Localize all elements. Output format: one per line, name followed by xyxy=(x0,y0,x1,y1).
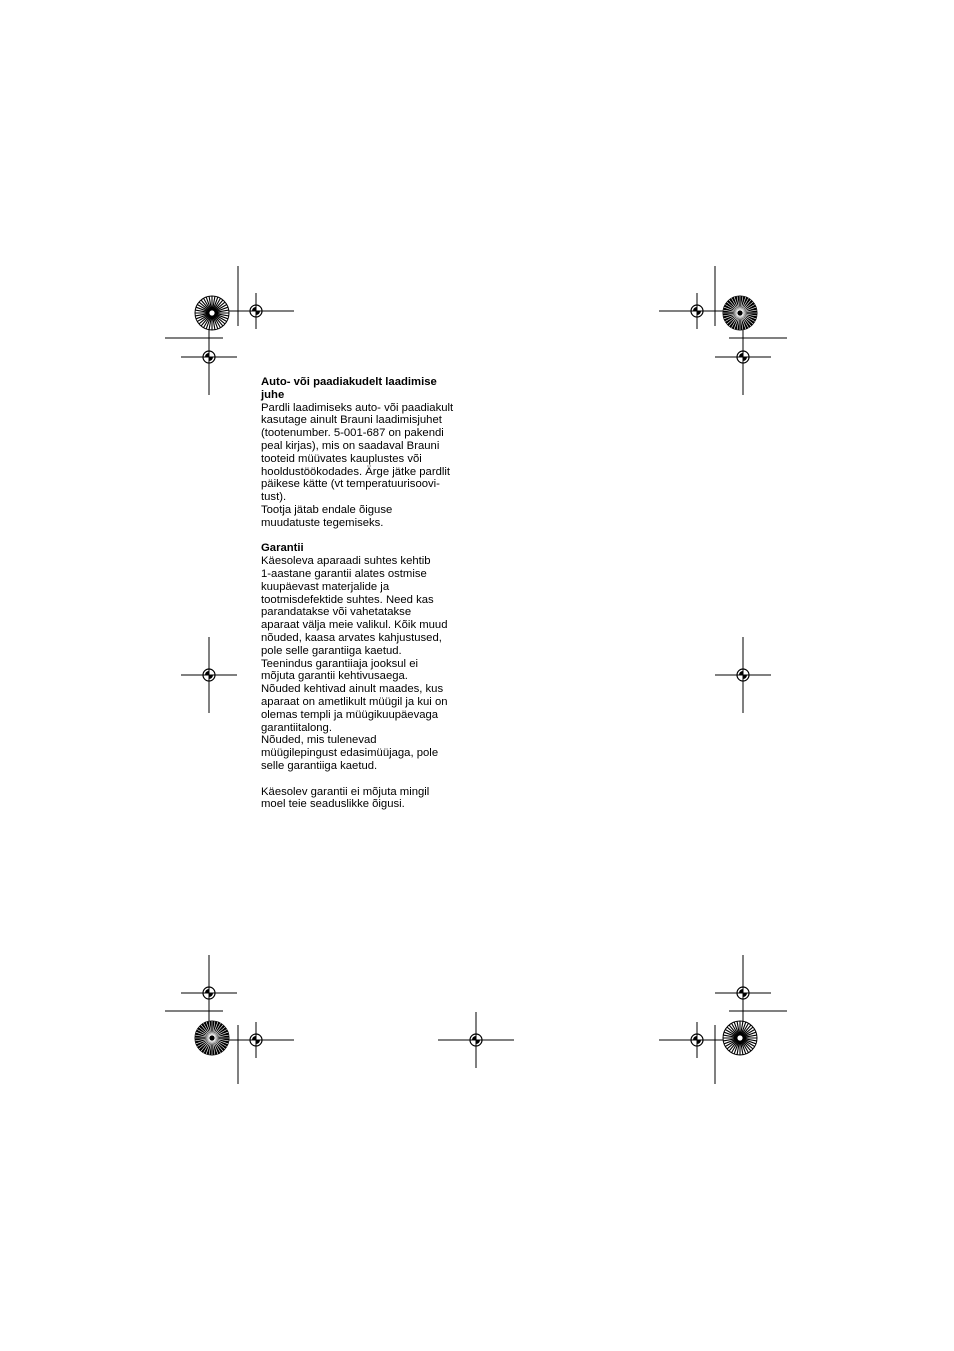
text-line: Tootja jätab endale õiguse xyxy=(261,503,393,516)
registration-crosshair-icon xyxy=(218,293,294,329)
text-line: garantiitalong. xyxy=(261,721,332,734)
text-line: parandatakse või vahetatakse xyxy=(261,606,412,619)
registration-crosshair-icon xyxy=(715,319,771,395)
starburst-wheel-icon xyxy=(723,296,757,330)
text-line: hooldustöökodades. Ärge jätke pardlit xyxy=(261,465,451,478)
text-line: peal kirjas), mis on saadaval Brauni xyxy=(261,439,440,452)
paragraph xyxy=(261,658,476,684)
text-line: tust). xyxy=(261,491,287,504)
registration-crosshair-icon xyxy=(218,1022,294,1058)
text-line: Teenindus garantiiaja jooksul ei xyxy=(261,657,419,670)
text-line: aparaat on ametlikult müügil ja kui on xyxy=(261,695,448,708)
paragraph xyxy=(261,402,476,504)
text-line: mõjuta garantii kehtivusaega. xyxy=(261,670,408,683)
text-line: kuupäevast materjalide ja xyxy=(261,580,390,593)
starburst-wheel-icon xyxy=(195,296,229,330)
starburst-wheel-icon xyxy=(723,1021,757,1055)
text-line: müügilepingust edasimüüjaga, pole xyxy=(261,747,439,760)
text-line: Käesolev garantii ei mõjuta mingil xyxy=(261,785,430,798)
text-line: kasutage ainult Brauni laadimisjuhet xyxy=(261,414,442,427)
text-line: (tootenumber. 5-001-687 on pakendi xyxy=(261,427,444,440)
text-line: nõuded, kaasa arvates kahjustused, xyxy=(261,631,442,644)
starburst-wheel-icon xyxy=(195,1021,229,1055)
text-line: selle garantiiga kaetud. xyxy=(261,759,378,772)
document-text-block xyxy=(261,376,476,811)
text-line: 1-aastane garantii alates ostmise xyxy=(261,567,427,580)
paragraph xyxy=(261,786,476,812)
section-warranty xyxy=(261,542,476,772)
text-line: pole selle garantiiga kaetud. xyxy=(261,644,402,657)
text-line: muudatuste tegemiseks. xyxy=(261,516,384,529)
text-line: Käesoleva aparaadi suhtes kehtib xyxy=(261,555,431,568)
section-charging-cable xyxy=(261,376,476,530)
spacer xyxy=(261,773,476,786)
registration-crosshair-icon xyxy=(438,1012,514,1068)
paragraph xyxy=(261,734,476,772)
text-line: Nõuded, mis tulenevad xyxy=(261,734,377,747)
text-line: tooteid müüvates kauplustes või xyxy=(261,452,422,465)
section-legal-note xyxy=(261,786,476,812)
text-line: Nõuded kehtivad ainult maades, kus xyxy=(261,683,444,696)
text-line: Pardli laadimiseks auto- või paadiakult xyxy=(261,401,454,414)
text-line: moel teie seaduslikke õigusi. xyxy=(261,798,405,811)
registration-crosshair-icon xyxy=(181,319,237,395)
section-title-line: juhe xyxy=(261,388,285,401)
registration-crosshair-icon xyxy=(715,637,771,713)
paragraph xyxy=(261,504,476,530)
spacer xyxy=(261,530,476,543)
text-line: olemas templi ja müügikuupäevaga xyxy=(261,708,439,721)
section-title-line: Garantii xyxy=(261,542,304,555)
paragraph xyxy=(261,555,476,657)
text-line: päikese kätte (vt temperatuurisoovi- xyxy=(261,478,440,491)
paragraph xyxy=(261,683,476,734)
registration-crosshair-icon xyxy=(181,637,237,713)
text-line: aparaat välja meie valikul. Kõik muud xyxy=(261,619,448,632)
text-line: tootmisdefektide suhtes. Need kas xyxy=(261,593,434,606)
registration-crosshair-icon xyxy=(181,955,237,1031)
registration-crosshair-icon xyxy=(715,955,771,1031)
section-title-line: Auto- või paadiakudelt laadimise xyxy=(261,376,437,388)
